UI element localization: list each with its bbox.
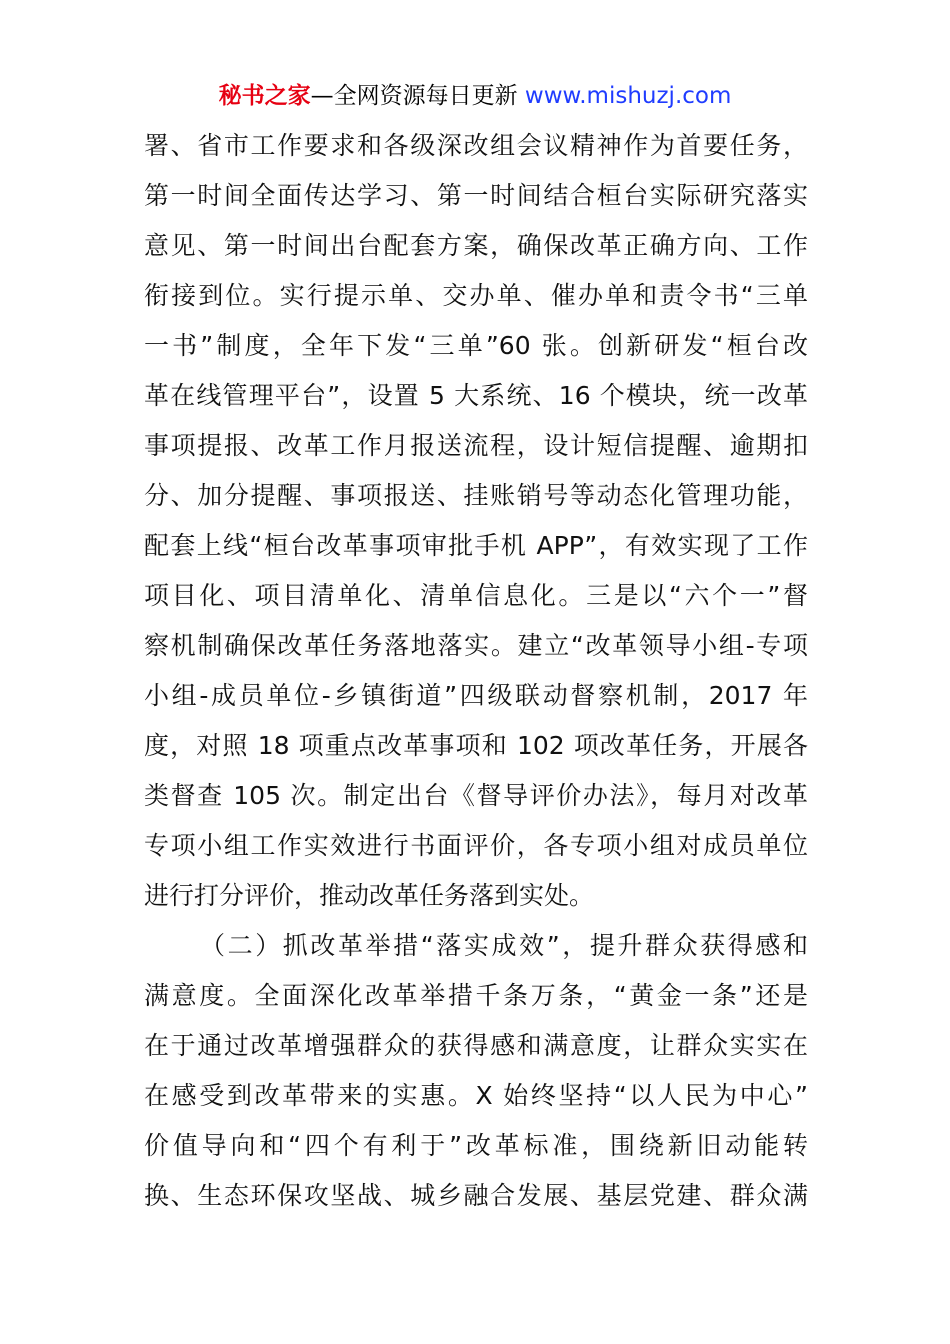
- text-line: 小组-成员单位-乡镇街道”四级联动督察机制，2017 年: [144, 681, 808, 710]
- text-line: 革在线管理平台”，设置 5 大系统、16 个模块，统一改革: [144, 381, 808, 410]
- section-heading-line: （二）抓改革举措“落实成效”，提升群众获得感和: [200, 931, 808, 960]
- text-line: 意见、第一时间出台配套方案，确保改革正确方向、工作: [144, 231, 808, 260]
- text-line: 换、生态环保攻坚战、城乡融合发展、基层党建、群众满: [144, 1181, 808, 1210]
- text-line: 价值导向和“四个有利于”改革标准，围绕新旧动能转: [144, 1131, 808, 1160]
- text-line: 专项小组工作实效进行书面评价，各专项小组对成员单位: [144, 831, 808, 860]
- site-header: [0, 80, 950, 112]
- text-line: 在于通过改革增强群众的获得感和满意度，让群众实实在: [144, 1031, 808, 1060]
- text-line: 事项提报、改革工作月报送流程，设计短信提醒、逾期扣: [144, 431, 808, 460]
- header-tagline: —全网资源每日更新: [310, 83, 518, 109]
- document-body: [144, 121, 808, 1221]
- text-line: 满意度。全面深化改革举措千条万条，“黄金一条”还是: [144, 981, 808, 1010]
- text-line: 署、省市工作要求和各级深改组会议精神作为首要任务，: [144, 131, 808, 160]
- text-line: 度，对照 18 项重点改革事项和 102 项改革任务，开展各: [144, 731, 808, 760]
- text-line-paragraph-end: 进行打分评价，推动改革任务落到实处。: [144, 881, 595, 910]
- text-line: 类督查 105 次。制定出台《督导评价办法》，每月对改革: [144, 781, 808, 810]
- brand-name: 秘书之家: [218, 83, 311, 109]
- text-line: 一书”制度，全年下发“三单”60 张。创新研发“桓台改: [144, 331, 808, 360]
- text-line: 衔接到位。实行提示单、交办单、催办单和责令书“三单: [144, 281, 808, 310]
- text-line: 在感受到改革带来的实惠。X 始终坚持“以人民为中心”: [144, 1081, 808, 1110]
- text-line: 项目化、项目清单化、清单信息化。三是以“六个一”督: [144, 581, 808, 610]
- text-line: 分、加分提醒、事项报送、挂账销号等动态化管理功能，: [144, 481, 808, 510]
- text-line: 配套上线“桓台改革事项审批手机 APP”，有效实现了工作: [144, 531, 808, 560]
- text-line: 第一时间全面传达学习、第一时间结合桓台实际研究落实: [144, 181, 808, 210]
- site-url: www.mishuzj.com: [524, 83, 732, 109]
- text-line: 察机制确保改革任务落地落实。建立“改革领导小组-专项: [144, 631, 808, 660]
